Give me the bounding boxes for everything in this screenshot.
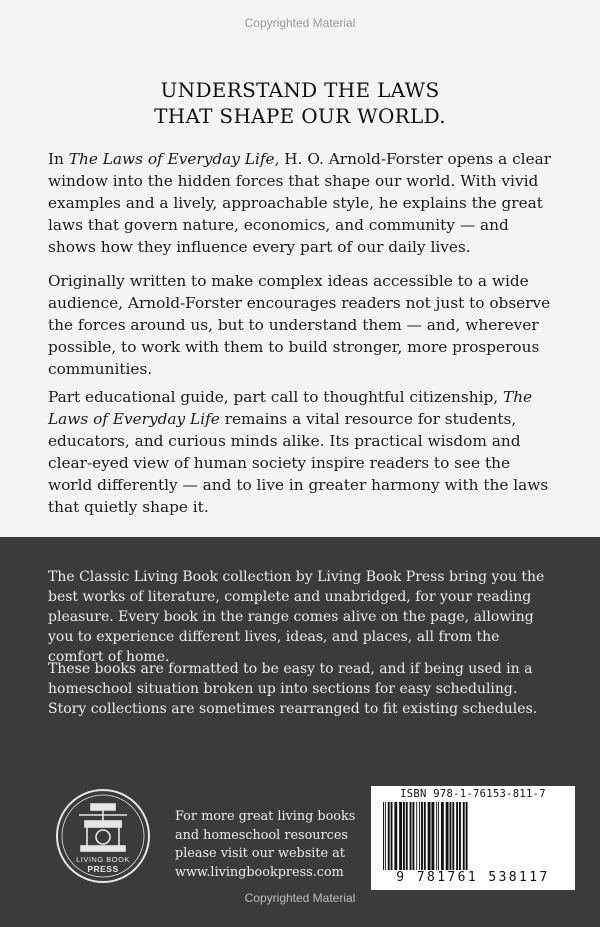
website-url: www.livingbookpress.com xyxy=(175,864,344,880)
barcode-bar xyxy=(459,802,461,870)
promo-line-3: please visit our website at xyxy=(175,846,345,861)
barcode-bar xyxy=(406,802,408,870)
isbn-label: ISBN 978-1-76153-811-7 xyxy=(400,788,546,800)
p3-lead: Part educational guide, part call to thoughtful citizenship, xyxy=(48,388,503,406)
barcode-bar xyxy=(436,802,437,870)
p3-rest: remains a vital resource for students, educators, and curious minds alike. Its practical wisdom and clear-eyed view of human society inspire readers to see the world differently — and to live in greater harmony with the laws that quietly shape it. xyxy=(48,410,549,516)
barcode-bar xyxy=(466,802,468,870)
logo-line-2: PRESS xyxy=(87,864,119,874)
barcode-bar xyxy=(403,802,405,870)
description-paragraph-1 xyxy=(48,148,558,258)
barcode-bar xyxy=(385,802,386,870)
collection-paragraph-2: These books are formatted to be easy to read, and if being used in a homeschool situation broken up into sections for easy scheduling. Story collections are sometimes rearranged to fit existing schedules. xyxy=(48,661,538,717)
barcode xyxy=(371,786,575,890)
description-paragraph-3 xyxy=(48,386,558,518)
barcode-bar xyxy=(428,802,431,870)
barcode-bar xyxy=(388,802,390,870)
description-paragraph-2: Originally written to make complex ideas accessible to a wide audience, Arnold-Forster encourages readers not just to observe the forces around us, but to understand them — and, wherever possible, to work with them to build stronger, more prosperous communities. xyxy=(48,272,551,378)
watermark-top: Copyrighted Material xyxy=(244,16,356,30)
barcode-bar xyxy=(391,802,393,870)
barcode-bar xyxy=(383,802,384,870)
barcode-bar xyxy=(421,802,423,870)
barcode-bar xyxy=(431,802,434,870)
p1-rest: , H. O. Arnold-Forster opens a clear window into the hidden forces that shape our world. With vivid examples and a lively, approachable style, he explains the great laws that govern nature, economics, and community — and shows how they influence every part of our daily lives. xyxy=(48,150,552,256)
barcode-bar xyxy=(399,802,402,870)
barcode-bar xyxy=(416,802,417,870)
barcode-digits: 9 781761 538117 xyxy=(396,870,550,885)
headline-line-1: UNDERSTAND THE LAWS xyxy=(160,78,440,102)
book-title-2: The Laws of Everyday Life xyxy=(48,388,533,428)
barcode-bar xyxy=(441,802,444,870)
barcode-bar xyxy=(450,802,452,870)
p1-lead: In xyxy=(48,150,69,168)
barcode-bar xyxy=(410,802,412,870)
barcode-bar xyxy=(446,802,449,870)
watermark-bottom: Copyrighted Material xyxy=(244,891,356,905)
headline xyxy=(0,77,600,129)
promo-line-1: For more great living books xyxy=(175,809,356,824)
book-title-1: The Laws of Everyday Life xyxy=(68,150,275,168)
barcode-bar xyxy=(412,802,414,870)
barcode-bar xyxy=(456,802,458,870)
website-promo xyxy=(175,808,375,882)
living-book-press-logo xyxy=(55,788,151,884)
barcode-bar xyxy=(463,802,465,870)
barcode-bar xyxy=(419,802,420,870)
collection-paragraph-1: The Classic Living Book collection by Living Book Press bring you the best works of literature, complete and unabridged, for your reading pleasure. Every book in the range comes alive on the page, allowing you to experience different lives, ideas, and places, all from the comfort of home. xyxy=(48,569,545,665)
barcode-bars xyxy=(381,802,565,872)
headline-line-2: THAT SHAPE OUR WORLD. xyxy=(154,104,446,128)
barcode-bar xyxy=(394,802,397,870)
promo-line-2: and homeschool resources xyxy=(175,827,348,843)
barcode-bar xyxy=(424,802,426,870)
barcode-bar xyxy=(452,802,454,870)
barcode-bar xyxy=(438,802,439,870)
logo-line-1: LIVING BOOK xyxy=(76,855,130,864)
press-icon xyxy=(79,804,127,851)
